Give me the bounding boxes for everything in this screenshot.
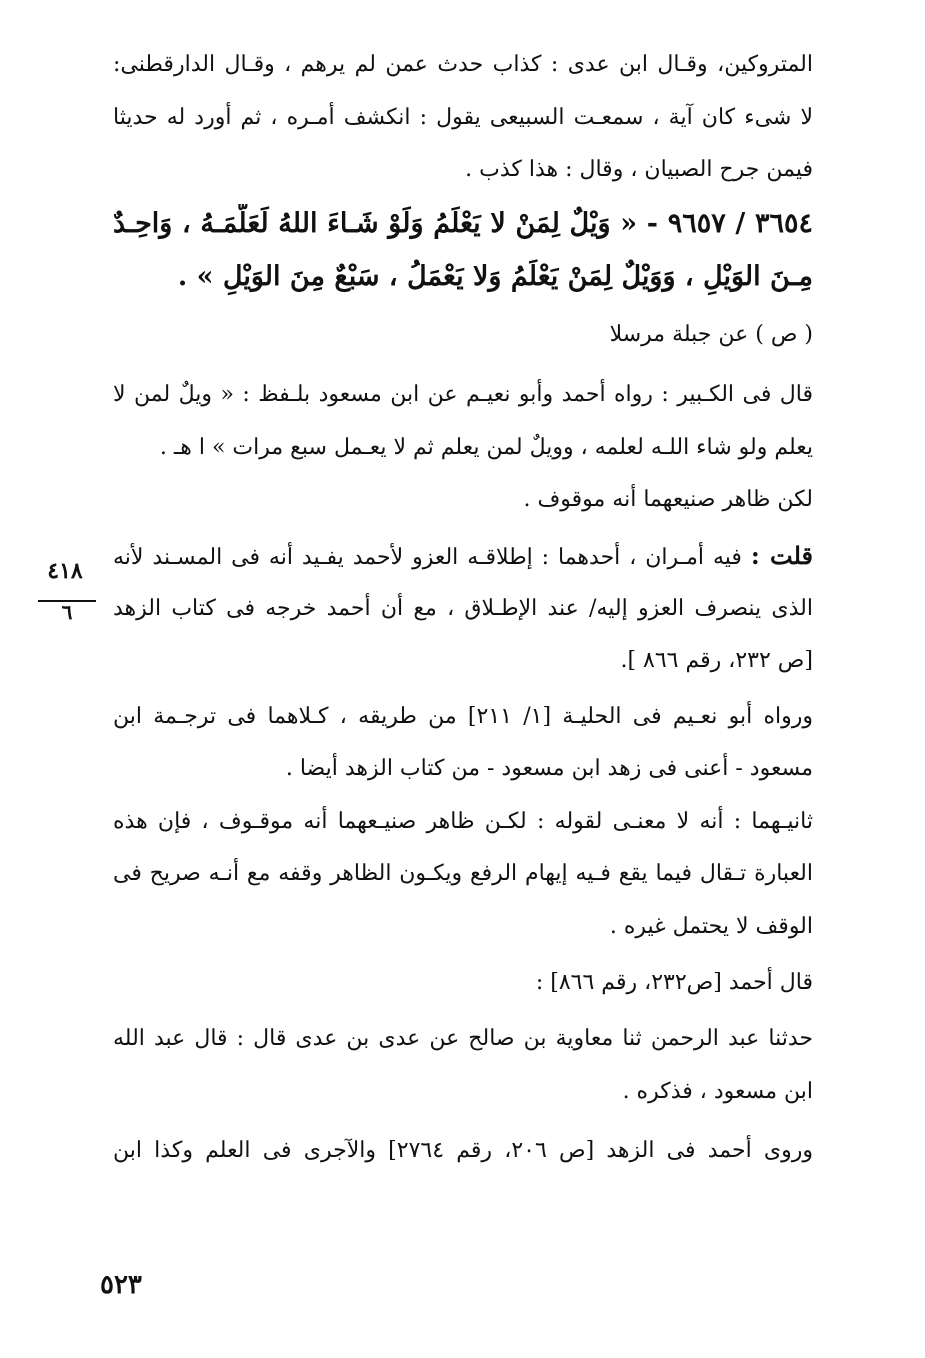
hadith-source: ( ص ) عن جبلة مرسلا: [609, 322, 813, 347]
text-line: ابن مسعود ، فذكره .: [622, 1079, 813, 1104]
text-line: الذى ينصرف العزو إليه/ عند الإطـلاق ، مع أن أحمد خرجه فى كتاب الزهد: [113, 596, 813, 621]
text-line: العبارة تـقال فيما يقع فـيه إيهام الرفع ويكـون الظاهر وقفه مع أنـه صريح فى: [113, 861, 813, 886]
text-span: فيه أمـران ، أحدهما : إطلاقـه العزو لأحمد يفـيد أنه فى المسـند لأنه: [113, 545, 742, 570]
text-line: قال فى الكـبير : رواه أحمد وأبو نعيـم عن ابن مسعود بلـفظ : « ويلٌ لمن لا: [113, 382, 813, 407]
text-line: لا شىء كان آية ، سمعـت السبيعى يقول : انكشف أمـره ، ثم أورد له حديثا: [113, 105, 813, 130]
text-line: [113, 539, 813, 575]
page-number: ٥٢٣: [100, 1270, 142, 1300]
text-line: مسعود - أعنى فى زهد ابن مسعود - من كتاب الزهد أيضا .: [285, 756, 813, 781]
text-line: الوقف لا يحتمل غيره .: [609, 914, 813, 939]
margin-page-ref: ٤١٨: [47, 558, 83, 584]
text-line: يعلم ولو شاء اللـه لعلمه ، وويلٌ لمن يعلم ثم لا يعـمل سبع مرات » ا هـ .: [159, 435, 813, 460]
margin-volume-ref: ٦: [61, 600, 73, 624]
text-line: لكن ظاهر صنيعهما أنه موقوف .: [523, 487, 813, 512]
text-line: فيمن جرح الصبيان ، وقال : هذا كذب .: [465, 157, 813, 182]
hadith-line: ٣٦٥٤ / ٩٦٥٧ - « وَيْلٌ لِمَنْ لا يَعْلَمُ وَلَوْ شَـاءَ اللهُ لَعَلَّمَـهُ ، وَاحِـدٌ: [113, 208, 813, 239]
text-line: ورواه أبو نعـيم فى الحليـة [١/ ٢١١] من طريقه ، كـلاهما فى ترجـمة ابن: [113, 704, 813, 729]
qult-label: قلت :: [750, 541, 813, 570]
text-line: المتروكين، وقـال ابن عدى : كذاب حدث عمن لم يرهم ، وقـال الدارقطنى:: [113, 52, 813, 77]
text-line: حدثنا عبد الرحمن ثنا معاوية بن صالح عن عدى بن عدى قال : قال عبد الله: [113, 1026, 813, 1051]
text-line: ثانيـهما : أنه لا معنـى لقوله : لكـن ظاهر صنيـعهما أنه موقـوف ، فإن هذه: [113, 809, 813, 834]
text-line: [ص ٢٣٢، رقم ٨٦٦ ].: [620, 648, 813, 673]
text-line: قال أحمد [ص٢٣٢، رقم ٨٦٦] :: [535, 970, 813, 995]
hadith-line: مِـنَ الوَيْلِ ، وَوَيْلٌ لِمَنْ يَعْلَمُ وَلا يَعْمَلُ ، سَبْعٌ مِنَ الوَيْلِ » .: [177, 261, 813, 292]
text-line: وروى أحمد فى الزهد [ص ٢٠٦، رقم ٢٧٦٤] والآجرى فى العلم وكذا ابن: [113, 1138, 813, 1163]
